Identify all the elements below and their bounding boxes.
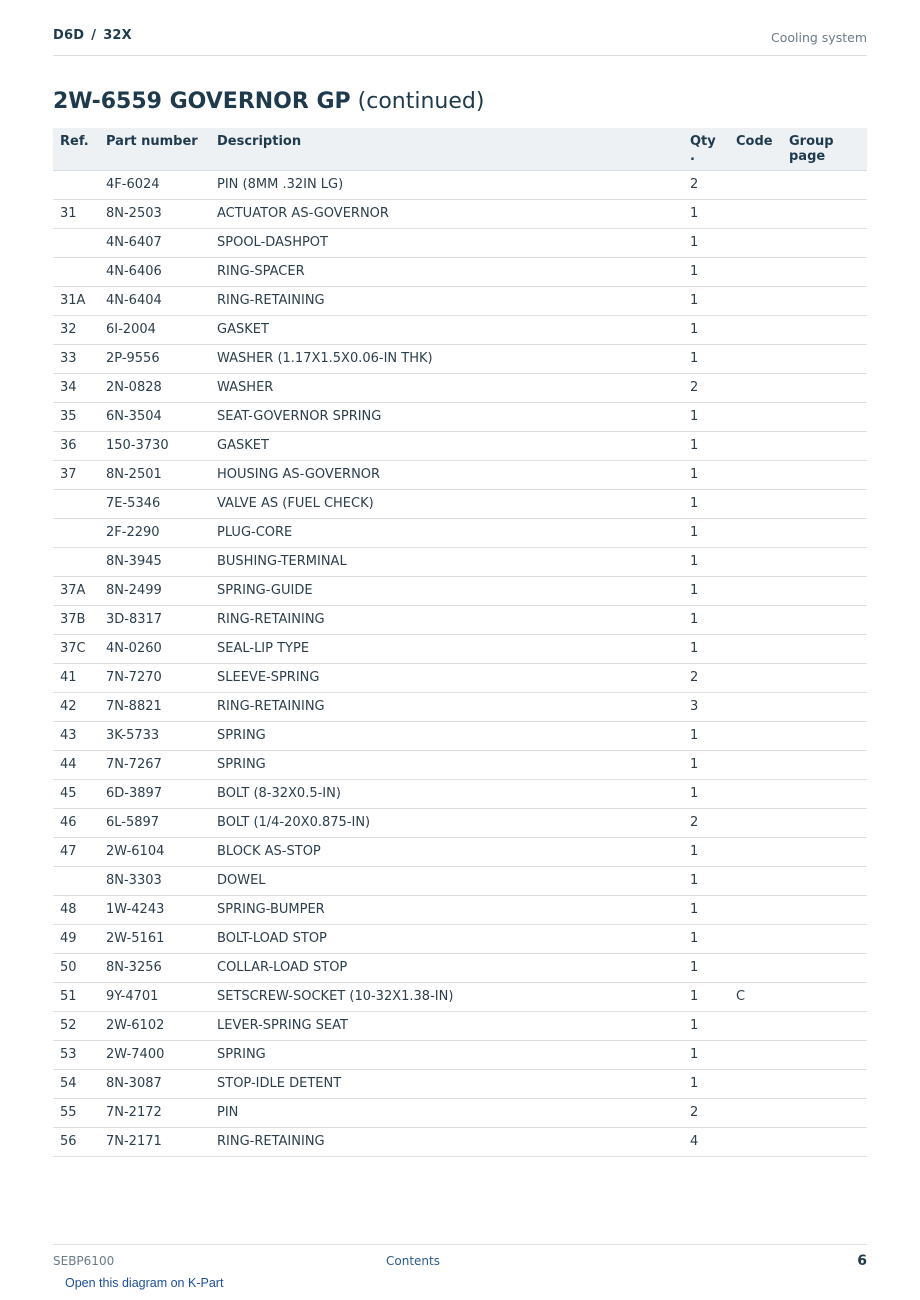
part-number-cell: 2N-0828 [99,373,210,402]
code-cell [729,373,782,402]
code-cell [729,170,782,199]
part-number-cell: 4F-6024 [99,170,210,199]
col-header-qty: Qty . [683,128,729,170]
group-page-cell [782,315,867,344]
description-cell: PLUG-CORE [210,518,683,547]
table-row [53,489,867,518]
part-number-cell: 150-3730 [99,431,210,460]
part-number-cell: 8N-3945 [99,547,210,576]
description-cell: SETSCREW-SOCKET (10-32X1.38-IN) [210,982,683,1011]
part-number-cell: 6D-3897 [99,779,210,808]
group-page-cell [782,837,867,866]
ref-cell: 37B [53,605,99,634]
part-number-cell: 8N-2503 [99,199,210,228]
table-row [53,344,867,373]
table-header-row [53,128,867,170]
table-row [53,518,867,547]
code-cell [729,344,782,373]
group-page-cell [782,344,867,373]
code-cell [729,634,782,663]
group-page-cell [782,1127,867,1156]
description-cell: PIN [210,1098,683,1127]
description-cell: SPRING-BUMPER [210,895,683,924]
ref-cell: 54 [53,1069,99,1098]
group-page-cell [782,895,867,924]
group-page-cell [782,779,867,808]
part-number-cell: 7N-7267 [99,750,210,779]
title-suffix: (continued) [357,89,485,114]
code-cell [729,924,782,953]
part-number-cell: 8N-3087 [99,1069,210,1098]
group-page-cell [782,489,867,518]
table-row [53,982,867,1011]
ref-cell [53,489,99,518]
table-row [53,199,867,228]
part-number-cell: 2W-6104 [99,837,210,866]
ref-cell: 45 [53,779,99,808]
group-page-cell [782,750,867,779]
qty-cell: 2 [683,663,729,692]
code-cell [729,199,782,228]
code-cell [729,1127,782,1156]
parts-table-body [53,170,867,1156]
code-cell [729,315,782,344]
description-cell: RING-RETAINING [210,286,683,315]
table-row [53,373,867,402]
page-header [53,28,867,56]
ref-cell: 33 [53,344,99,373]
code-cell [729,286,782,315]
qty-cell: 1 [683,750,729,779]
code-cell [729,1069,782,1098]
description-cell: GASKET [210,315,683,344]
page-title [53,89,484,114]
code-cell [729,547,782,576]
code-cell [729,895,782,924]
description-cell: DOWEL [210,866,683,895]
description-cell: RING-RETAINING [210,1127,683,1156]
part-number-cell: 2F-2290 [99,518,210,547]
part-number-cell: 4N-0260 [99,634,210,663]
table-row [53,808,867,837]
group-page-cell [782,663,867,692]
qty-cell: 1 [683,721,729,750]
part-number-cell: 6N-3504 [99,402,210,431]
ref-cell [53,518,99,547]
table-row [53,402,867,431]
code-cell [729,663,782,692]
qty-cell: 1 [683,576,729,605]
description-cell: WASHER (1.17X1.5X0.06-IN THK) [210,344,683,373]
description-cell: SPRING [210,1040,683,1069]
description-cell: GASKET [210,431,683,460]
ref-cell: 37C [53,634,99,663]
qty-cell: 1 [683,489,729,518]
group-page-cell [782,808,867,837]
ref-cell: 37 [53,460,99,489]
group-page-cell [782,634,867,663]
model-label: D6D [53,28,85,43]
ref-cell: 34 [53,373,99,402]
part-number-cell: 7N-8821 [99,692,210,721]
code-cell [729,402,782,431]
qty-cell: 1 [683,286,729,315]
part-number-cell: 7N-7270 [99,663,210,692]
ref-cell: 51 [53,982,99,1011]
ref-cell: 53 [53,1040,99,1069]
table-row [53,692,867,721]
group-page-cell [782,286,867,315]
group-page-cell [782,953,867,982]
part-number-cell: 3K-5733 [99,721,210,750]
ref-cell [53,257,99,286]
description-cell: ACTUATOR AS-GOVERNOR [210,199,683,228]
table-row [53,460,867,489]
description-cell: SPRING-GUIDE [210,576,683,605]
qty-cell: 1 [683,779,729,808]
qty-cell: 1 [683,1011,729,1040]
code-cell [729,489,782,518]
description-cell: SPRING [210,721,683,750]
part-number-cell: 4N-6404 [99,286,210,315]
ref-cell: 47 [53,837,99,866]
col-header-description: Description [210,128,683,170]
part-number-cell: 7E-5346 [99,489,210,518]
code-cell [729,953,782,982]
description-cell: BOLT (1/4-20X0.875-IN) [210,808,683,837]
qty-cell: 1 [683,315,729,344]
ref-cell: 32 [53,315,99,344]
part-number-cell: 4N-6407 [99,228,210,257]
code-cell [729,228,782,257]
code-cell [729,1040,782,1069]
group-page-cell [782,228,867,257]
part-number-cell: 6I-2004 [99,315,210,344]
table-row [53,953,867,982]
qty-cell: 1 [683,634,729,663]
code-cell [729,721,782,750]
ref-cell: 52 [53,1011,99,1040]
code-cell [729,518,782,547]
description-cell: SEAT-GOVERNOR SPRING [210,402,683,431]
part-number-cell: 7N-2171 [99,1127,210,1156]
group-page-cell [782,518,867,547]
code-cell [729,1011,782,1040]
ref-cell: 46 [53,808,99,837]
qty-cell: 1 [683,953,729,982]
ref-cell: 42 [53,692,99,721]
group-page-cell [782,199,867,228]
ref-cell: 44 [53,750,99,779]
qty-cell: 1 [683,605,729,634]
code-cell [729,837,782,866]
description-cell: WASHER [210,373,683,402]
qty-cell: 1 [683,431,729,460]
part-number-cell: 8N-2499 [99,576,210,605]
ref-cell: 56 [53,1127,99,1156]
qty-cell: 1 [683,199,729,228]
table-row [53,1040,867,1069]
part-number-cell: 9Y-4701 [99,982,210,1011]
code-cell [729,692,782,721]
description-cell: BOLT-LOAD STOP [210,924,683,953]
group-page-cell [782,605,867,634]
code-cell [729,576,782,605]
qty-cell: 1 [683,547,729,576]
ref-cell: 55 [53,1098,99,1127]
col-header-group-page: Group page [782,128,867,170]
code-cell [729,431,782,460]
description-cell: RING-SPACER [210,257,683,286]
description-cell: SEAL-LIP TYPE [210,634,683,663]
qty-cell: 1 [683,837,729,866]
description-cell: SLEEVE-SPRING [210,663,683,692]
group-page-cell [782,257,867,286]
description-cell: BUSHING-TERMINAL [210,547,683,576]
part-number-cell: 4N-6406 [99,257,210,286]
col-header-code: Code [729,128,782,170]
description-cell: COLLAR-LOAD STOP [210,953,683,982]
qty-cell: 2 [683,1098,729,1127]
contents-link[interactable]: Contents [386,1254,440,1268]
description-cell: RING-RETAINING [210,605,683,634]
qty-cell: 2 [683,373,729,402]
table-row [53,1127,867,1156]
group-page-cell [782,1069,867,1098]
breadcrumb [53,28,132,43]
qty-cell: 1 [683,866,729,895]
code-cell [729,779,782,808]
part-number-cell: 2W-5161 [99,924,210,953]
code-cell: C [729,982,782,1011]
ref-cell: 36 [53,431,99,460]
group-page-cell [782,576,867,605]
open-k-part-link[interactable]: Open this diagram on K-Part [65,1276,224,1290]
part-number-cell: 2P-9556 [99,344,210,373]
qty-cell: 1 [683,982,729,1011]
qty-cell: 1 [683,344,729,373]
qty-cell: 1 [683,518,729,547]
part-number-cell: 8N-2501 [99,460,210,489]
table-row [53,779,867,808]
serial-label: 32X [103,28,132,43]
group-page-cell [782,373,867,402]
group-page-cell [782,924,867,953]
group-page-cell [782,1040,867,1069]
part-number-cell: 7N-2172 [99,1098,210,1127]
description-cell: STOP-IDLE DETENT [210,1069,683,1098]
table-row [53,837,867,866]
group-page-cell [782,1098,867,1127]
description-cell: SPRING [210,750,683,779]
document-code: SEBP6100 [53,1254,115,1268]
description-cell: SPOOL-DASHPOT [210,228,683,257]
part-number-cell: 1W-4243 [99,895,210,924]
table-row [53,1098,867,1127]
table-row [53,315,867,344]
description-cell: LEVER-SPRING SEAT [210,1011,683,1040]
group-page-cell [782,547,867,576]
ref-cell: 35 [53,402,99,431]
breadcrumb-separator: / [91,28,97,43]
ref-cell [53,866,99,895]
table-row [53,547,867,576]
description-cell: PIN (8MM .32IN LG) [210,170,683,199]
group-page-cell [782,1011,867,1040]
code-cell [729,866,782,895]
page-number: 6 [857,1253,867,1269]
qty-cell: 1 [683,228,729,257]
table-row [53,257,867,286]
qty-cell: 1 [683,924,729,953]
description-cell: HOUSING AS-GOVERNOR [210,460,683,489]
qty-cell: 2 [683,808,729,837]
page-footer [53,1244,867,1275]
table-row [53,1069,867,1098]
section-label: Cooling system [771,30,867,45]
code-cell [729,257,782,286]
ref-cell: 50 [53,953,99,982]
ref-cell [53,547,99,576]
description-cell: BOLT (8-32X0.5-IN) [210,779,683,808]
table-row [53,286,867,315]
ref-cell [53,228,99,257]
ref-cell: 48 [53,895,99,924]
title-main: 2W-6559 GOVERNOR GP [53,89,351,114]
part-number-cell: 2W-7400 [99,1040,210,1069]
description-cell: RING-RETAINING [210,692,683,721]
qty-cell: 4 [683,1127,729,1156]
group-page-cell [782,402,867,431]
col-header-part-number: Part number [99,128,210,170]
part-number-cell: 3D-8317 [99,605,210,634]
ref-cell: 31 [53,199,99,228]
group-page-cell [782,170,867,199]
ref-cell [53,170,99,199]
qty-cell: 1 [683,1040,729,1069]
qty-cell: 1 [683,1069,729,1098]
description-cell: BLOCK AS-STOP [210,837,683,866]
parts-table [53,128,867,1157]
code-cell [729,605,782,634]
part-number-cell: 2W-6102 [99,1011,210,1040]
part-number-cell: 8N-3303 [99,866,210,895]
code-cell [729,1098,782,1127]
code-cell [729,460,782,489]
qty-cell: 1 [683,257,729,286]
table-row [53,924,867,953]
table-row [53,170,867,199]
part-number-cell: 6L-5897 [99,808,210,837]
qty-cell: 2 [683,170,729,199]
qty-cell: 1 [683,460,729,489]
description-cell: VALVE AS (FUEL CHECK) [210,489,683,518]
table-row [53,228,867,257]
ref-cell: 43 [53,721,99,750]
qty-cell: 1 [683,402,729,431]
table-row [53,605,867,634]
ref-cell: 31A [53,286,99,315]
table-row [53,634,867,663]
table-row [53,866,867,895]
ref-cell: 49 [53,924,99,953]
group-page-cell [782,721,867,750]
group-page-cell [782,982,867,1011]
table-row [53,895,867,924]
ref-cell: 41 [53,663,99,692]
code-cell [729,808,782,837]
table-row [53,721,867,750]
ref-cell: 37A [53,576,99,605]
group-page-cell [782,431,867,460]
group-page-cell [782,866,867,895]
group-page-cell [782,460,867,489]
table-row [53,431,867,460]
part-number-cell: 8N-3256 [99,953,210,982]
qty-cell: 1 [683,895,729,924]
group-page-cell [782,692,867,721]
table-row [53,576,867,605]
table-row [53,663,867,692]
code-cell [729,750,782,779]
qty-cell: 3 [683,692,729,721]
table-row [53,750,867,779]
table-row [53,1011,867,1040]
col-header-ref: Ref. [53,128,99,170]
